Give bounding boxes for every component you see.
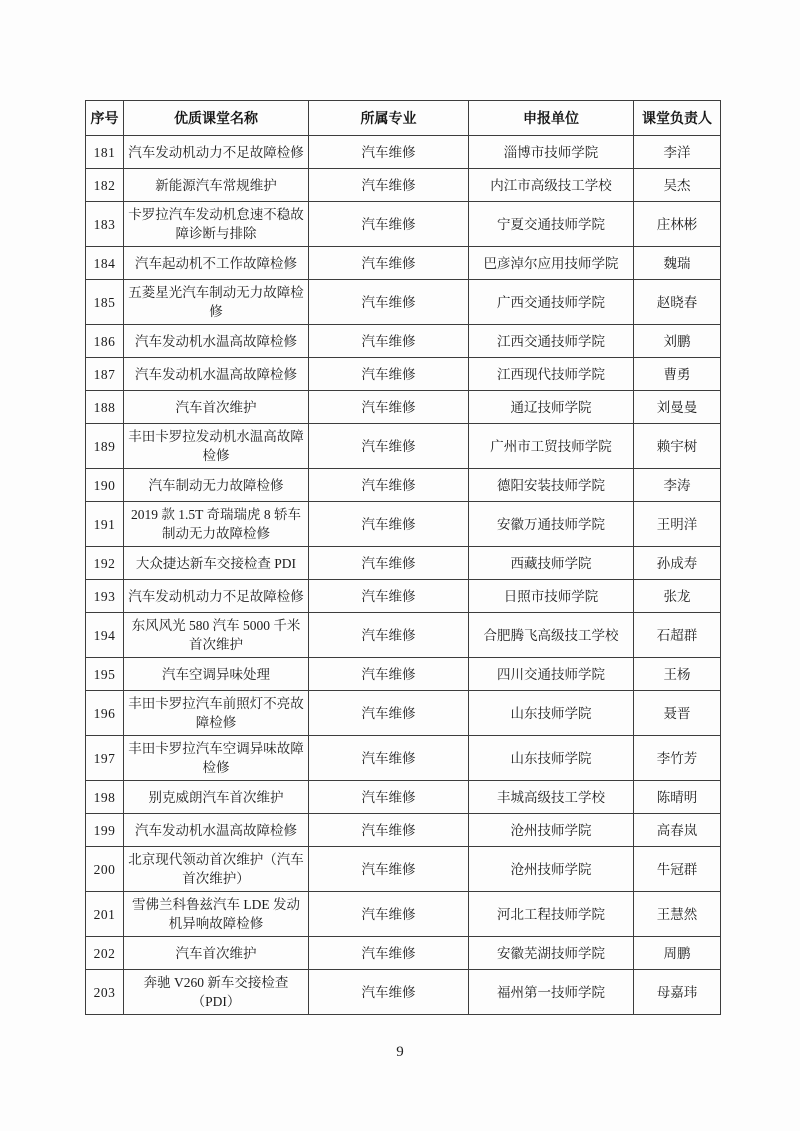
cell-unit: 宁夏交通技师学院 [469,202,634,247]
cell-name: 丰田卡罗拉汽车前照灯不亮故障检修 [124,691,309,736]
cell-person: 刘鹏 [634,325,721,358]
cell-major: 汽车维修 [309,202,469,247]
cell-no: 183 [86,202,124,247]
cell-name: 汽车制动无力故障检修 [124,469,309,502]
cell-major: 汽车维修 [309,847,469,892]
cell-name: 汽车空调异味处理 [124,658,309,691]
cell-person: 王杨 [634,658,721,691]
courses-table [85,100,721,1015]
cell-no: 181 [86,136,124,169]
cell-no: 202 [86,937,124,970]
cell-unit: 福州第一技师学院 [469,970,634,1015]
cell-major: 汽车维修 [309,736,469,781]
cell-no: 203 [86,970,124,1015]
cell-major: 汽车维修 [309,169,469,202]
page-number: 9 [396,1044,404,1060]
table-row [86,814,721,847]
cell-person: 王明洋 [634,502,721,547]
cell-name: 别克威朗汽车首次维护 [124,781,309,814]
table-row [86,247,721,280]
cell-person: 王慧然 [634,892,721,937]
cell-major: 汽车维修 [309,691,469,736]
cell-major: 汽车维修 [309,280,469,325]
cell-unit: 广西交通技师学院 [469,280,634,325]
cell-name: 汽车发动机水温高故障检修 [124,325,309,358]
cell-person: 高春岚 [634,814,721,847]
table-row [86,892,721,937]
cell-person: 聂晋 [634,691,721,736]
cell-major: 汽车维修 [309,658,469,691]
cell-unit: 沧州技师学院 [469,814,634,847]
cell-unit: 广州市工贸技师学院 [469,424,634,469]
cell-no: 194 [86,613,124,658]
cell-name: 雪佛兰科鲁兹汽车 LDE 发动机异响故障检修 [124,892,309,937]
table-header [86,101,721,136]
table-row [86,469,721,502]
cell-person: 石超群 [634,613,721,658]
table-row [86,691,721,736]
cell-no: 184 [86,247,124,280]
table-row [86,502,721,547]
cell-major: 汽车维修 [309,937,469,970]
cell-person: 张龙 [634,580,721,613]
cell-major: 汽车维修 [309,424,469,469]
cell-major: 汽车维修 [309,970,469,1015]
cell-name: 汽车发动机动力不足故障检修 [124,580,309,613]
cell-no: 187 [86,358,124,391]
cell-unit: 河北工程技师学院 [469,892,634,937]
cell-unit: 西藏技师学院 [469,547,634,580]
cell-major: 汽车维修 [309,580,469,613]
table-row [86,169,721,202]
cell-name: 北京现代领动首次维护（汽车首次维护） [124,847,309,892]
table-row [86,613,721,658]
cell-name: 汽车首次维护 [124,391,309,424]
cell-major: 汽车维修 [309,325,469,358]
cell-name: 五菱星光汽车制动无力故障检修 [124,280,309,325]
cell-unit: 江西现代技师学院 [469,358,634,391]
cell-unit: 山东技师学院 [469,736,634,781]
cell-no: 195 [86,658,124,691]
cell-no: 197 [86,736,124,781]
cell-person: 庄林彬 [634,202,721,247]
cell-major: 汽车维修 [309,247,469,280]
cell-no: 201 [86,892,124,937]
cell-person: 曹勇 [634,358,721,391]
cell-unit: 四川交通技师学院 [469,658,634,691]
cell-no: 191 [86,502,124,547]
cell-no: 200 [86,847,124,892]
cell-no: 188 [86,391,124,424]
column-header-person: 课堂负责人 [634,101,721,136]
cell-unit: 江西交通技师学院 [469,325,634,358]
table-row [86,937,721,970]
cell-major: 汽车维修 [309,469,469,502]
cell-name: 丰田卡罗拉发动机水温高故障检修 [124,424,309,469]
table-row [86,280,721,325]
table-row [86,325,721,358]
cell-no: 198 [86,781,124,814]
cell-name: 大众捷达新车交接检查 PDI [124,547,309,580]
table-body [86,136,721,1015]
cell-major: 汽车维修 [309,814,469,847]
cell-name: 汽车发动机水温高故障检修 [124,358,309,391]
cell-major: 汽车维修 [309,391,469,424]
cell-major: 汽车维修 [309,892,469,937]
cell-person: 周鹏 [634,937,721,970]
cell-person: 魏瑞 [634,247,721,280]
cell-unit: 山东技师学院 [469,691,634,736]
cell-unit: 丰城高级技工学校 [469,781,634,814]
table-row [86,847,721,892]
cell-no: 196 [86,691,124,736]
cell-no: 189 [86,424,124,469]
cell-name: 2019 款 1.5T 奇瑞瑞虎 8 轿车制动无力故障检修 [124,502,309,547]
cell-person: 赵晓春 [634,280,721,325]
table-row [86,736,721,781]
cell-person: 李竹芳 [634,736,721,781]
cell-name: 东风风光 580 汽车 5000 千米首次维护 [124,613,309,658]
table-row [86,658,721,691]
cell-unit: 巴彦淖尔应用技师学院 [469,247,634,280]
cell-no: 192 [86,547,124,580]
cell-person: 刘曼曼 [634,391,721,424]
cell-unit: 沧州技师学院 [469,847,634,892]
cell-unit: 日照市技师学院 [469,580,634,613]
cell-person: 赖宇树 [634,424,721,469]
cell-major: 汽车维修 [309,547,469,580]
table-row [86,580,721,613]
cell-person: 李涛 [634,469,721,502]
cell-name: 丰田卡罗拉汽车空调异味故障检修 [124,736,309,781]
cell-no: 182 [86,169,124,202]
column-header-major: 所属专业 [309,101,469,136]
cell-name: 卡罗拉汽车发动机怠速不稳故障诊断与排除 [124,202,309,247]
cell-unit: 德阳安装技师学院 [469,469,634,502]
cell-major: 汽车维修 [309,613,469,658]
table-row [86,136,721,169]
header-row [86,101,721,136]
table-row [86,547,721,580]
cell-no: 186 [86,325,124,358]
cell-person: 母嘉玮 [634,970,721,1015]
table-row [86,424,721,469]
cell-no: 190 [86,469,124,502]
column-header-unit: 申报单位 [469,101,634,136]
table-row [86,391,721,424]
cell-no: 193 [86,580,124,613]
cell-major: 汽车维修 [309,358,469,391]
cell-unit: 安徽芜湖技师学院 [469,937,634,970]
cell-person: 李洋 [634,136,721,169]
table-row [86,970,721,1015]
cell-no: 185 [86,280,124,325]
cell-person: 牛冠群 [634,847,721,892]
column-header-name: 优质课堂名称 [124,101,309,136]
cell-person: 吴杰 [634,169,721,202]
cell-person: 陈晴明 [634,781,721,814]
cell-unit: 合肥腾飞高级技工学校 [469,613,634,658]
column-header-no: 序号 [86,101,124,136]
table-row [86,781,721,814]
cell-unit: 内江市高级技工学校 [469,169,634,202]
table-row [86,358,721,391]
cell-name: 汽车发动机动力不足故障检修 [124,136,309,169]
cell-major: 汽车维修 [309,781,469,814]
cell-no: 199 [86,814,124,847]
table-row [86,202,721,247]
cell-unit: 淄博市技师学院 [469,136,634,169]
cell-name: 奔驰 V260 新车交接检查（PDI） [124,970,309,1015]
cell-unit: 安徽万通技师学院 [469,502,634,547]
cell-major: 汽车维修 [309,136,469,169]
cell-major: 汽车维修 [309,502,469,547]
cell-name: 汽车发动机水温高故障检修 [124,814,309,847]
cell-name: 汽车首次维护 [124,937,309,970]
cell-person: 孙成寿 [634,547,721,580]
cell-name: 汽车起动机不工作故障检修 [124,247,309,280]
cell-name: 新能源汽车常规维护 [124,169,309,202]
cell-unit: 通辽技师学院 [469,391,634,424]
